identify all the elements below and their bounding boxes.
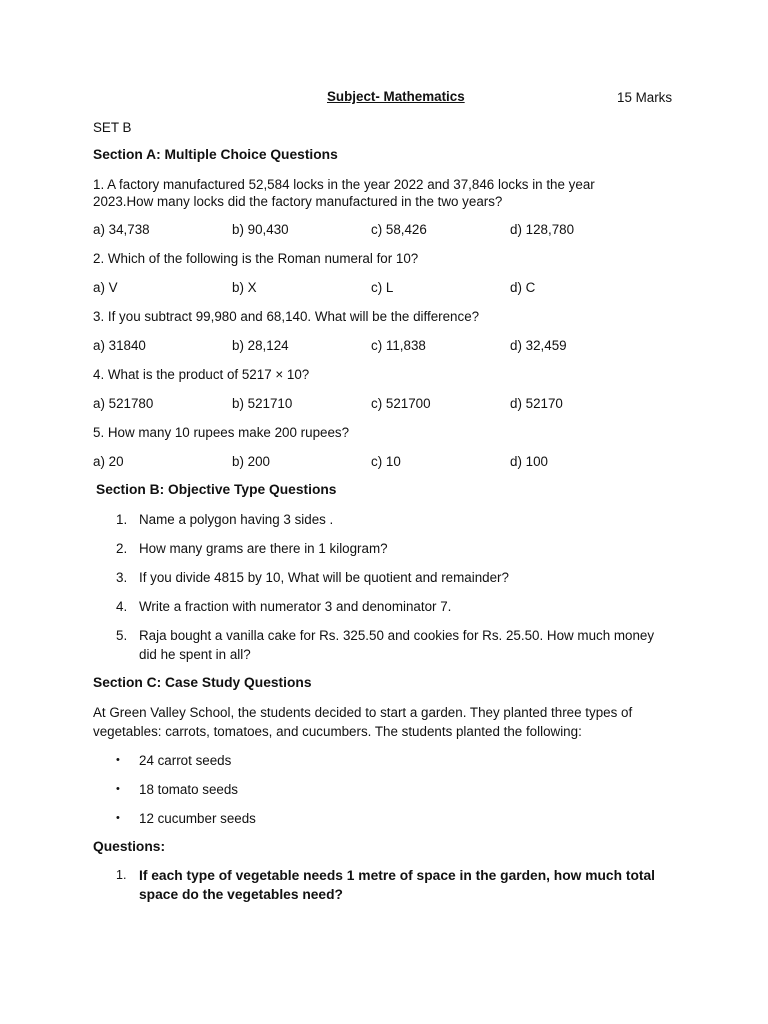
section-b-item-5-text-line2: did he spent in all? — [139, 647, 251, 662]
question-5-option-c: c) 10 — [371, 454, 401, 469]
bullet-icon: • — [116, 754, 120, 766]
section-b-item-3-text: If you divide 4815 by 10, What will be quotient and remainder? — [139, 570, 509, 585]
question-2-option-d: d) C — [510, 280, 536, 295]
question-5-option-a: a) 20 — [93, 454, 124, 469]
question-4-option-a: a) 521780 — [93, 396, 154, 411]
section-b-item-1-text: Name a polygon having 3 sides . — [139, 512, 334, 527]
question-1-text-line1: 1. A factory manufactured 52,584 locks in the year 2022 and 37,846 locks in the year — [93, 177, 595, 192]
question-5-option-d: d) 100 — [510, 454, 548, 469]
question-4-option-b: b) 521710 — [232, 396, 293, 411]
question-3-option-b: b) 28,124 — [232, 338, 289, 353]
question-1-option-c: c) 58,426 — [371, 222, 427, 237]
section-b-item-2-number: 2. — [116, 541, 128, 556]
question-3-option-a: a) 31840 — [93, 338, 146, 353]
question-3-text: 3. If you subtract 99,980 and 68,140. What will be the difference? — [93, 309, 480, 324]
questions-heading: Questions: — [93, 839, 166, 854]
question-4-option-d: d) 52170 — [510, 396, 563, 411]
question-1-text-line2: 2023.How many locks did the factory manufactured in the two years? — [93, 194, 503, 209]
total-marks: 15 Marks — [617, 90, 673, 105]
section-b-heading: Section B: Objective Type Questions — [96, 482, 337, 497]
question-2-option-c: c) L — [371, 280, 394, 295]
case-question-1-text-line2: space do the vegetables need? — [139, 887, 343, 902]
question-3-option-d: d) 32,459 — [510, 338, 567, 353]
section-b-item-3-number: 3. — [116, 570, 128, 585]
question-1-option-a: a) 34,738 — [93, 222, 150, 237]
question-1-option-b: b) 90,430 — [232, 222, 289, 237]
seed-list-item-cucumber: 12 cucumber seeds — [139, 811, 256, 826]
section-b-item-4-number: 4. — [116, 599, 128, 614]
question-4-option-c: c) 521700 — [371, 396, 431, 411]
section-a-heading: Section A: Multiple Choice Questions — [93, 147, 338, 162]
question-2-text: 2. Which of the following is the Roman numeral for 10? — [93, 251, 419, 266]
question-1-option-d: d) 128,780 — [510, 222, 575, 237]
section-b-item-5-text-line1: Raja bought a vanilla cake for Rs. 325.50 and cookies for Rs. 25.50. How much money — [139, 628, 655, 643]
section-b-item-4-text: Write a fraction with numerator 3 and denominator 7. — [139, 599, 452, 614]
case-study-intro-line2: vegetables: carrots, tomatoes, and cucumbers. The students planted the following: — [93, 724, 582, 739]
question-3-option-c: c) 11,838 — [371, 338, 426, 353]
question-2-option-b: b) X — [232, 280, 257, 295]
question-5-option-b: b) 200 — [232, 454, 270, 469]
seed-list-item-tomato: 18 tomato seeds — [139, 782, 239, 797]
case-study-intro-line1: At Green Valley School, the students decided to start a garden. They planted three types of — [93, 705, 633, 720]
case-question-1-number: 1. — [116, 868, 127, 882]
question-2-option-a: a) V — [93, 280, 118, 295]
set-label: SET B — [93, 120, 132, 135]
section-b-item-2-text: How many grams are there in 1 kilogram? — [139, 541, 388, 556]
bullet-icon: • — [116, 812, 120, 824]
question-5-text: 5. How many 10 rupees make 200 rupees? — [93, 425, 350, 440]
case-question-1-text-line1: If each type of vegetable needs 1 metre of space in the garden, how much total — [139, 868, 655, 883]
section-c-heading: Section C: Case Study Questions — [93, 675, 312, 690]
bullet-icon: • — [116, 783, 120, 795]
seed-list-item-carrot: 24 carrot seeds — [139, 753, 232, 768]
question-4-text: 4. What is the product of 5217 × 10? — [93, 367, 310, 382]
section-b-item-1-number: 1. — [116, 512, 128, 527]
page-title: Subject- Mathematics — [327, 89, 465, 104]
section-b-item-5-number: 5. — [116, 628, 128, 643]
